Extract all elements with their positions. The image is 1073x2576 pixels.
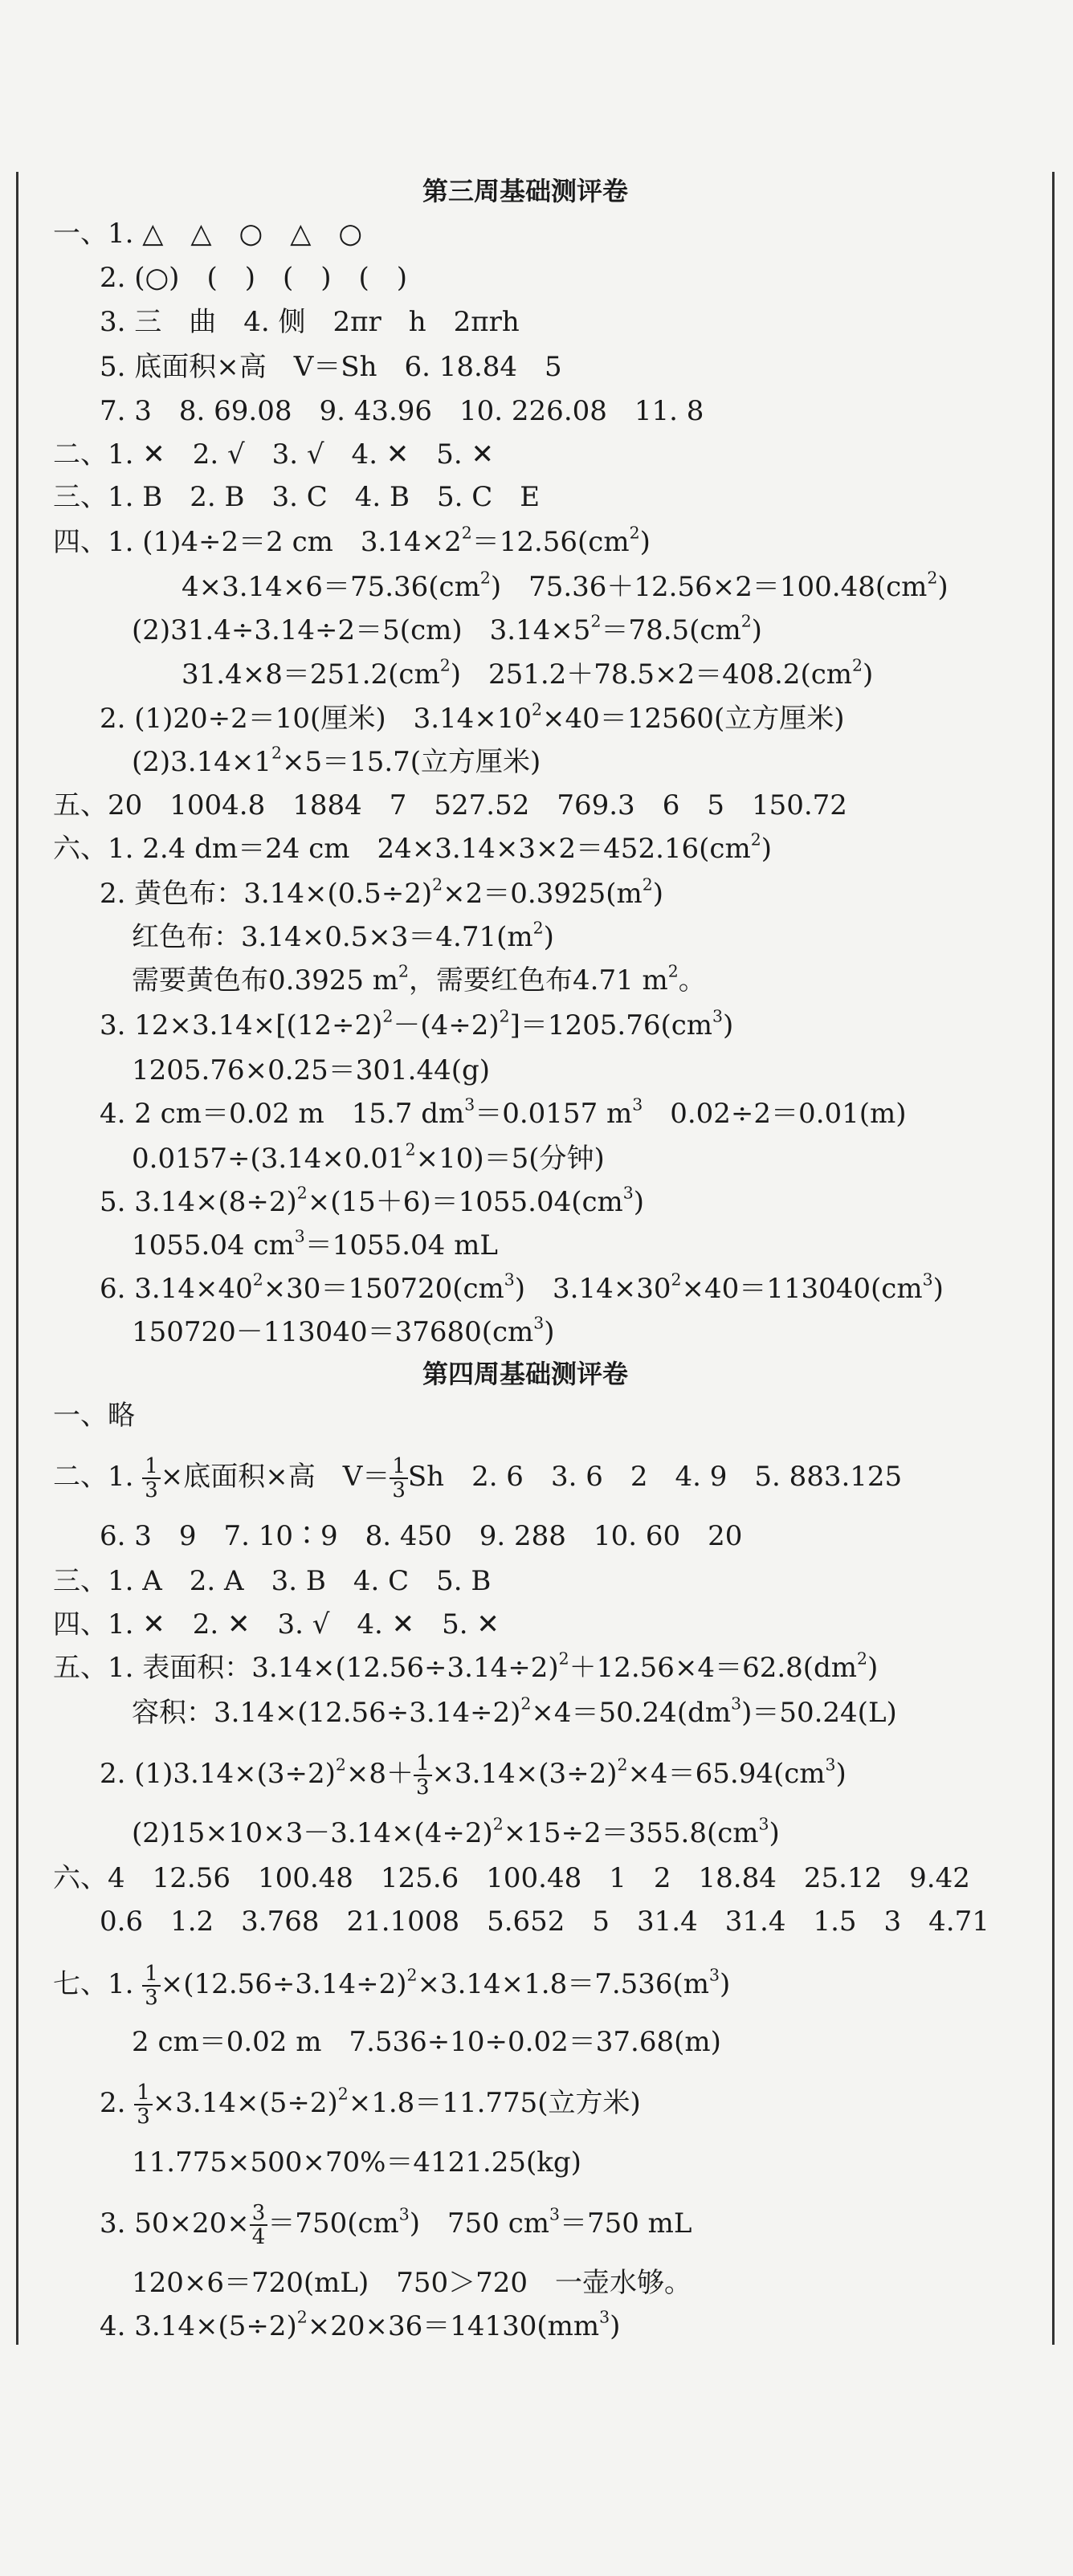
answer-line: 六、1. 2.4 dm＝24 cm $24\times 3.14\times 3\times 2=452.16(cm^2)$ (53, 829, 772, 865)
answer-line: 2 cm＝0.02 m 7.536÷10÷0.02＝37.68(m) (132, 2026, 721, 2058)
answer-line: 1205.76×0.25＝301.44(g) (132, 1054, 491, 1086)
answer-line: 3. 三 曲 4. 侧 2πr h 2πrh (100, 306, 520, 338)
answer-line: 3. 50×20× $\frac{3}{4}$ $=750(cm^3)$ 750 $cm^3=750$ mL (100, 2201, 692, 2249)
answer-line: 2. $(1)3.14\times(3\div 2)^2\times 8+$ $\frac{1}{3}$ $\times 3.14\times(3\div 2)^2\times 4=65.94(cm^3)$ (100, 1751, 847, 1800)
answer-line: 120×6＝720(mL) 750＞720 一壶水够。 (132, 2267, 692, 2299)
answer-line: 6. 3 9 7. 10∶9 8. 450 9. 288 10. 60 20 (100, 1520, 743, 1552)
answer-line: 0.6 1.2 3.768 21.1008 5.652 5 31.4 31.4 1.5 3 4.71 (100, 1906, 989, 1938)
answer-line: 4. $3.14\times(5\div 2)^2\times 20\times 36=14130(mm^3)$ (100, 2307, 621, 2342)
answer-line: 6. $3.14\times 40^2\times 30=150720(cm^3)$ $3.14\times 30^2\times 40=113040(cm^3)$ (100, 1270, 944, 1305)
answer-line: 1055.04 $cm^3=1055.04$ mL (132, 1226, 498, 1262)
fraction: $\frac{1}{3}$ (134, 2081, 153, 2128)
answer-line: 五、1. 表面积：$3.14\times(12.56\div 3.14\div 2)^2+12.56\times 4=62.8(dm^2)$ (53, 1649, 879, 1684)
answer-line: 四、1. ✕ 2. ✕ 3. √ 4. ✕ 5. ✕ (53, 1608, 500, 1641)
answer-line: 5. 底面积×高 V＝Sh 6. 18.84 5 (100, 351, 562, 383)
answer-line: 一、略 (53, 1400, 135, 1432)
answer-line: 11.775×500×70%＝4121.25(kg) (132, 2146, 581, 2179)
answer-line: 七、1. $\frac{1}{3}$ $\times(12.56\div 3.14\div 2)^2\times 3.14\times 1.8=7.536(m^3)$ (53, 1962, 731, 2010)
fraction: $\frac{1}{3}$ (414, 1752, 432, 1799)
answer-line: $4\times 3.14\times 6=75.36(cm^2)$ $75.36+12.56\times 2=100.48(cm^2)$ (182, 568, 949, 603)
answer-line: $(2)15\times 10\times 3-3.14\times(4\div 2)^2\times 15\div 2=355.8(cm^3)$ (132, 1814, 780, 1849)
answer-line: (2)31.4÷3.14÷2＝5(cm) $3.14\times 5^2=78.5(cm^2)$ (132, 611, 762, 646)
answer-line: 红色布：$3.14\times 0.5\times 3=4.71(m^2)$ (132, 918, 554, 953)
left-margin-rule (16, 172, 18, 2345)
answer-line: 4. 2 cm＝0.02 m 15.7 $dm^3=0.0157$ $m^3$ 0.02÷2＝0.01(m) (100, 1094, 907, 1130)
right-margin-rule (1052, 172, 1055, 2345)
answer-line: $150720-113040=37680(cm^3)$ (132, 1313, 555, 1348)
answer-line: 5. $3.14\times(8\div 2)^2\times(15+6)=1055.04(cm^3)$ (100, 1183, 645, 1218)
answer-line: $31.4\times 8=251.2(cm^2)$ $251.2+78.5\times 2=408.2(cm^2)$ (182, 655, 874, 691)
answer-line: 容积：$3.14\times(12.56\div 3.14\div 2)^2\times 4=50.24(dm^3)=50.24(L)$ (132, 1694, 897, 1729)
answer-line: 三、1. B 2. B 3. C 4. B 5. C E (53, 481, 541, 513)
fraction: $\frac{1}{3}$ (142, 1455, 161, 1502)
fraction: $\frac{1}{3}$ (390, 1455, 408, 1502)
answer-line: 二、1. ✕ 2. √ 3. √ 4. ✕ 5. ✕ (53, 438, 495, 471)
fraction: $\frac{1}{3}$ (142, 1963, 161, 2009)
answer-line: 2. 黄色布：$3.14\times(0.5\div 2)^2\times 2=0.3925(m^2)$ (100, 874, 663, 910)
answer-line: 三、1. A 2. A 3. B 4. C 5. B (53, 1565, 492, 1597)
answer-line: $(2)3.14\times 1^2\times 5=15.7$(立方厘米) (132, 743, 541, 778)
answer-line: 二、1. $\frac{1}{3}$ ×底面积×高 V＝ $\frac{1}{3}$ Sh 2. 6 3. 6 2 4. 9 5. 883.125 (53, 1454, 903, 1502)
week3-title: 第三周基础测评卷 (422, 176, 629, 206)
answer-line: 7. 3 8. 69.08 9. 43.96 10. 226.08 11. 8 (100, 395, 704, 427)
answer-line: 六、4 12.56 100.48 125.6 100.48 1 2 18.84 25.12 9.42 (53, 1862, 970, 1894)
answer-line: 2. $\frac{1}{3}$ $\times 3.14\times(5\div 2)^2\times 1.8=11.775$(立方米) (100, 2081, 641, 2129)
answer-line: 需要黄色布0.3925 $m^2$，需要红色布4.71 $m^2$。 (132, 961, 706, 997)
week4-title: 第四周基础测评卷 (422, 1359, 629, 1389)
fraction: $\frac{3}{4}$ (250, 2202, 268, 2248)
answer-line: 一、1. △ △ ○ △ ○ (53, 218, 363, 250)
answer-line: 3. $12\times 3.14\times[(12\div 2)^2-(4\div 2)^2]=1205.76(cm^3)$ (100, 1006, 734, 1041)
answer-line: 2. (1)20÷2＝10(厘米) $3.14\times 10^2\times 40=12560$(立方厘米) (100, 699, 845, 735)
answer-line: 五、20 1004.8 1884 7 527.52 769.3 6 5 150.72 (53, 789, 847, 821)
answer-line: 四、1. (1)4÷2＝2 cm $3.14\times 2^2=12.56(cm^2)$ (53, 523, 651, 558)
answer-line: $0.0157\div(3.14\times 0.01^2\times 10)=5$(分钟) (132, 1139, 605, 1175)
answer-line: 2. (○) ( ) ( ) ( ) (100, 262, 408, 294)
